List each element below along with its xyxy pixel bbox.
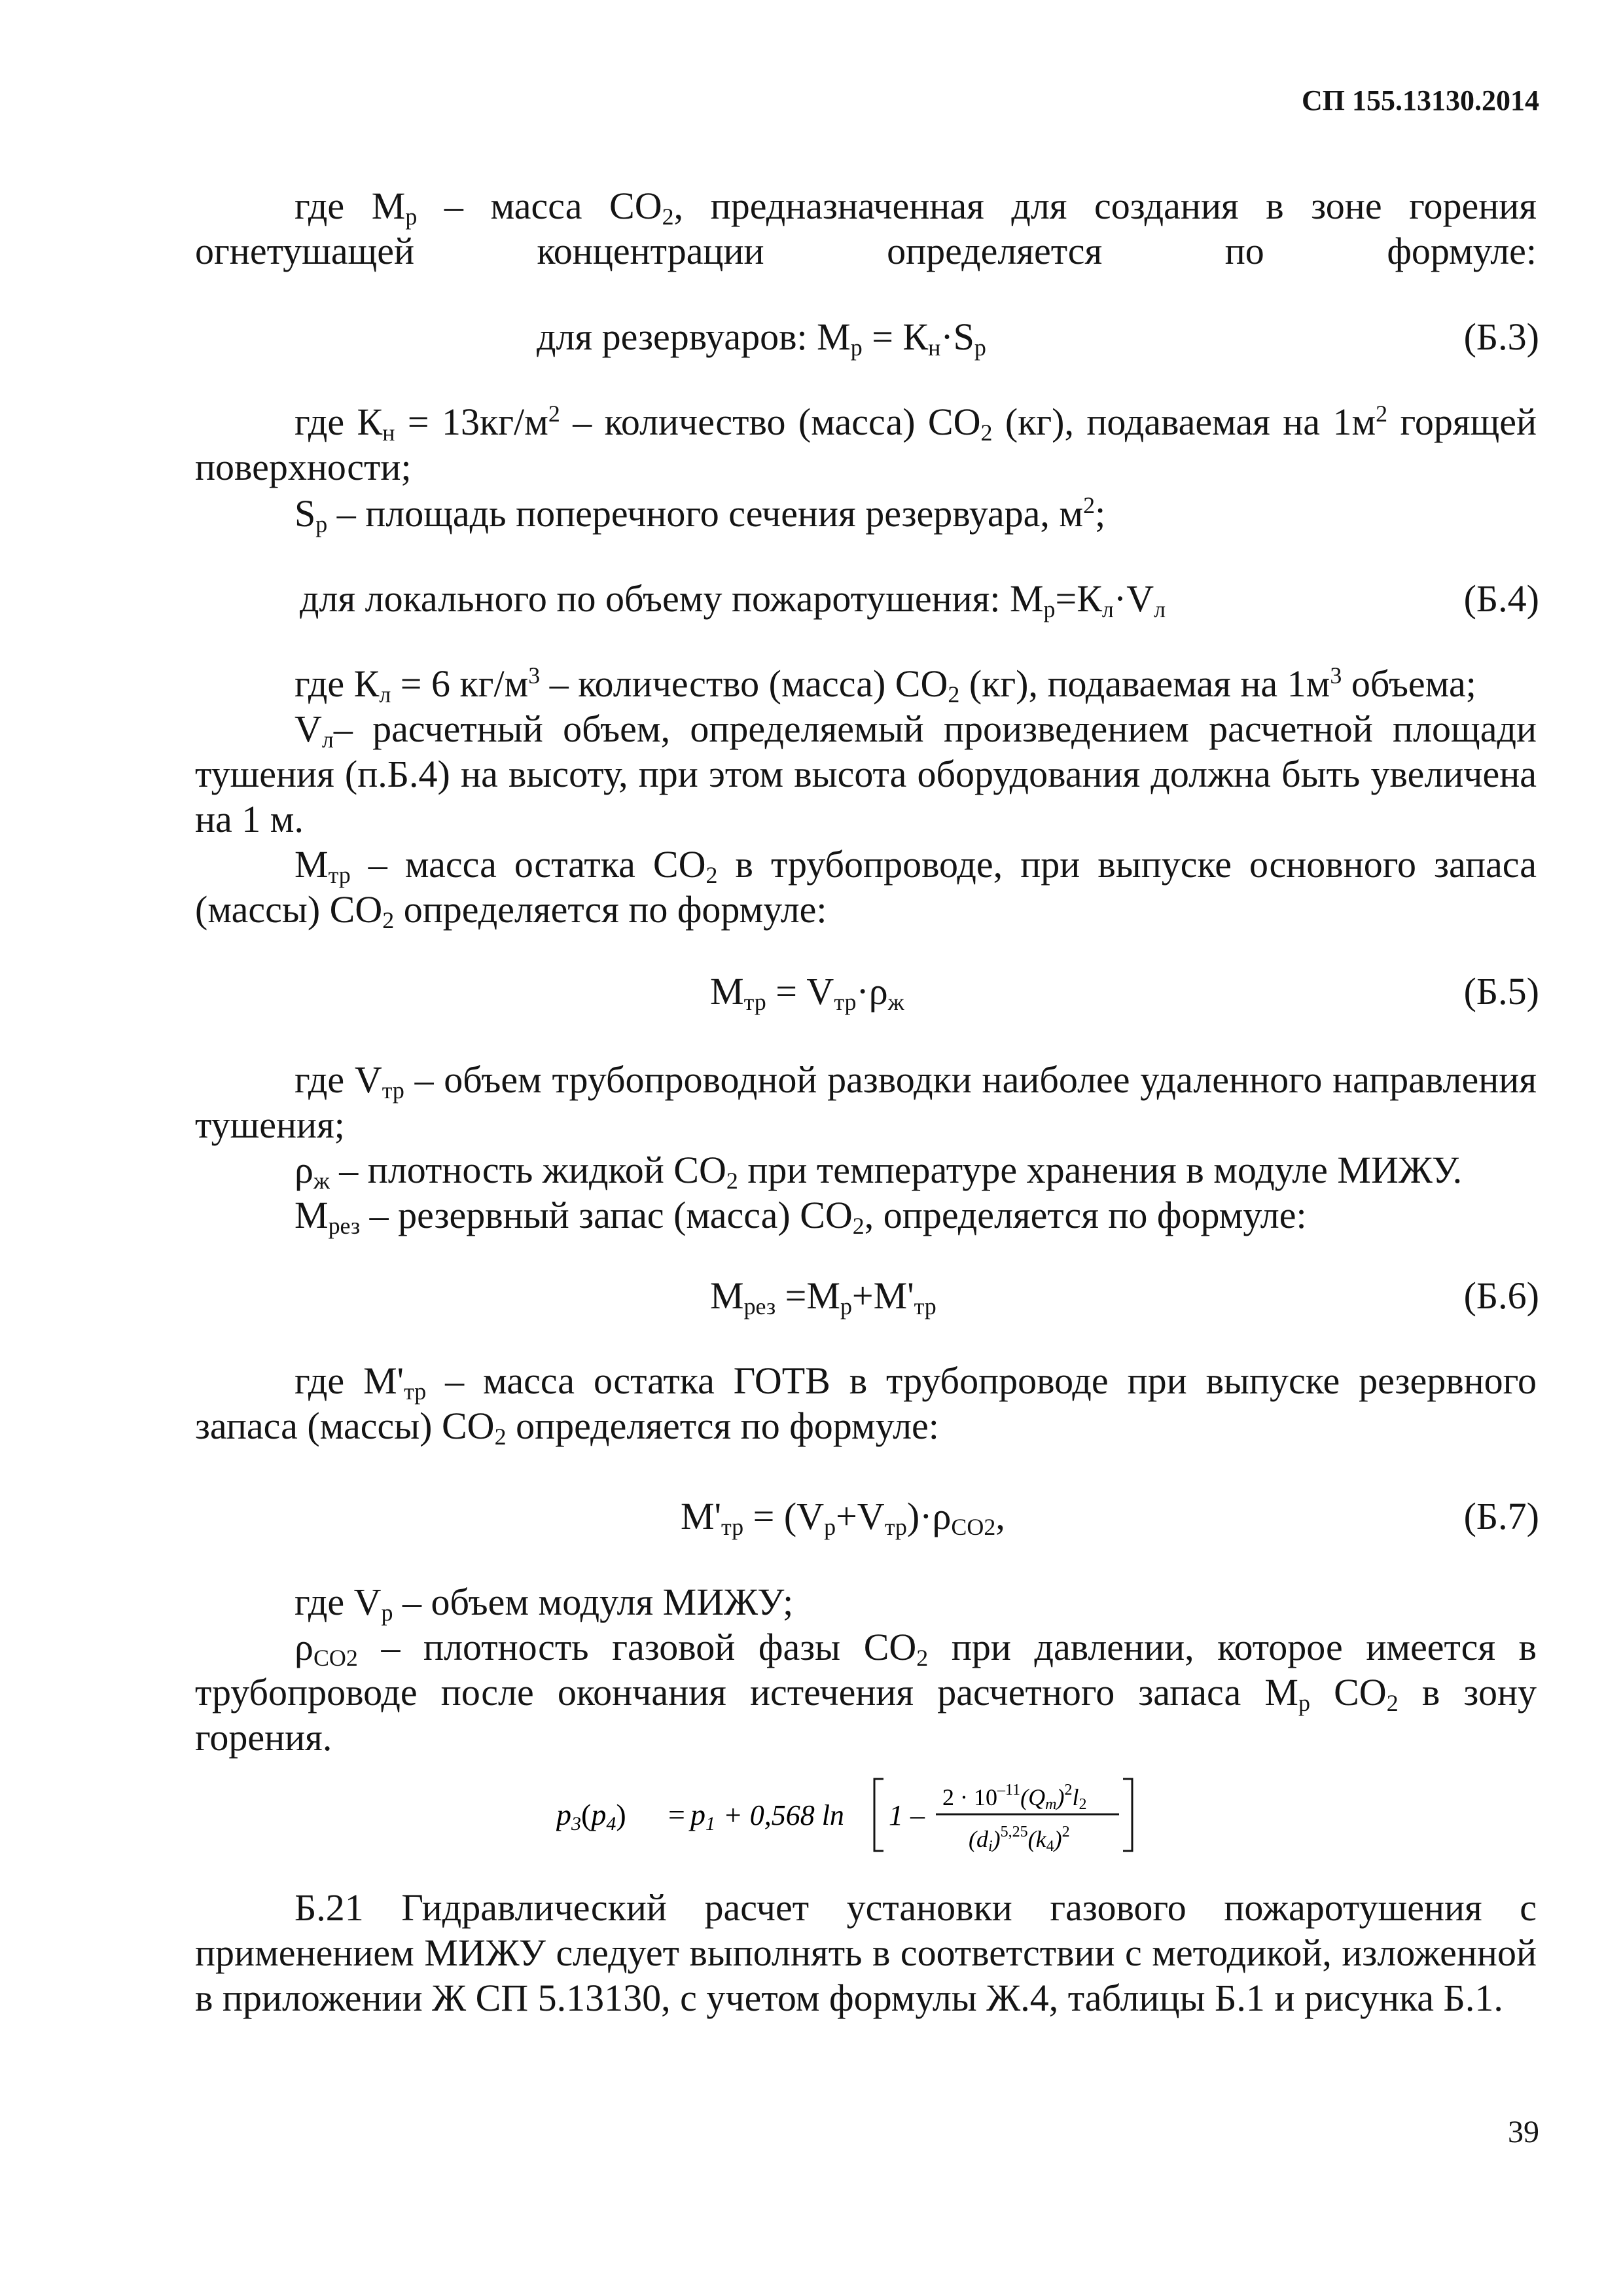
paragraph-vtr: где $V_{тр}$ – объем трубопроводной разводки наиболее удаленного направления тушения; <box>195 1058 1537 1146</box>
paragraph-kl: где $К_л = 6$ $кг/м^3$ – количество (масса) $СO_2$ (кг), подаваемая на $1м^3$ объема; <box>294 662 1476 708</box>
paragraph-b21: Б.21 Гидравлический расчет установки газового пожаротушения с применением МИЖУ следует выполнять в соответствии с методикой, изложенной в приложении Ж СП 5.13130, с учетом формулы Ж.4, таблицы Б.1 и рисунка Б.1. <box>195 1886 1537 2019</box>
formula-b5: $M_{тр} = V_{тр}\cdot\rho_ж$ <box>710 970 904 1015</box>
equation-number-b4: (Б.4) <box>1463 577 1539 620</box>
paragraph-rho-zh: $\rho_ж$ – плотность жидкой $СO_2$ при температуре хранения в модуле МИЖУ. <box>294 1149 1463 1194</box>
paragraph-vp: где $V_р$ – объем модуля МИЖУ; <box>294 1581 794 1626</box>
formula-b7: $M'_{тр} = (V_р+V_{тр})\cdot\rho_{CO2}$, <box>681 1495 1005 1540</box>
formula-b4: для локального по объему пожаротушения: $M_р=К_л\cdot V_л$ <box>300 577 1166 622</box>
svg-text:(di)5,25(k4)2: $(di)^{5,25}(k4)^2$ <box>969 1823 1070 1855</box>
equation-number-b6: (Б.6) <box>1463 1274 1539 1317</box>
formula-b3: для резервуаров: $M_р = К_н\cdot S_р$ <box>537 315 986 361</box>
equation-number-b5: (Б.5) <box>1463 970 1539 1013</box>
paragraph-mp: где $M_р$ – масса $СO_2$, предназначенная для создания в зоне горения огнетушащей концентрации определяется по формуле: <box>195 185 1537 272</box>
svg-text:p3(p4): p3(p4) <box>556 1798 626 1835</box>
svg-text:=: = <box>666 1798 687 1831</box>
svg-text:1 –: 1 – <box>889 1799 925 1831</box>
equation-number-b3: (Б.3) <box>1463 315 1539 358</box>
document-header: СП 155.13130.2014 <box>1302 84 1539 117</box>
svg-text:2 · 10–11(Qm)2l2: $2 \cdot 10^{-11}(Qm)^2l2$ <box>942 1782 1087 1813</box>
svg-text:p1: p1 <box>690 1798 715 1835</box>
paragraph-mrez: $M_{рез}$ – резервный запас (масса) $СO_2$, определяется по формуле: <box>294 1194 1307 1239</box>
paragraph-mtr: $M_{тр}$ – масса остатка $СO_2$ в трубопроводе, при выпуске основного запаса (массы) $СO_2$ определяется по формуле: <box>195 843 1537 933</box>
page-number: 39 <box>1508 2115 1539 2149</box>
paragraph-mtr-prime: где $M'_{тр}$ – масса остатка ГОТВ в трубопроводе при выпуске резервного запаса (массы) $СO_2$ определяется по формуле: <box>195 1359 1537 1450</box>
paragraph-vl: $V_л-$ расчетный объем, определяемый произведением расчетной площади тушения (п.Б.4) на высоту, при этом высота оборудования должна быть увеличена на 1 м. <box>195 708 1537 840</box>
paragraph-rho-co2: $\rho_{CO2}$ – плотность газовой фазы $СO_2$ при давлении, которое имеется в трубопроводе после окончания истечения расчетного запаса $M_р$ $СO_2$ в зону горения. <box>195 1626 1537 1759</box>
paragraph-sp: $S_р$ – площадь поперечного сечения резервуара, $м^2$; <box>294 492 1106 537</box>
equation-number-b7: (Б.7) <box>1463 1495 1539 1537</box>
pressure-formula <box>556 1767 1145 1859</box>
paragraph-kn: где $К_н = 13кг/м^2$ – количество (масса) $СO_2$ (кг), подаваемая на $1м^2$ горящей поверхности; <box>195 401 1537 488</box>
svg-text:+ 0,568 ln: + 0,568 ln <box>723 1799 844 1831</box>
formula-b6: $M_{рез} =M_р+M'_{тр}$ <box>710 1274 936 1319</box>
